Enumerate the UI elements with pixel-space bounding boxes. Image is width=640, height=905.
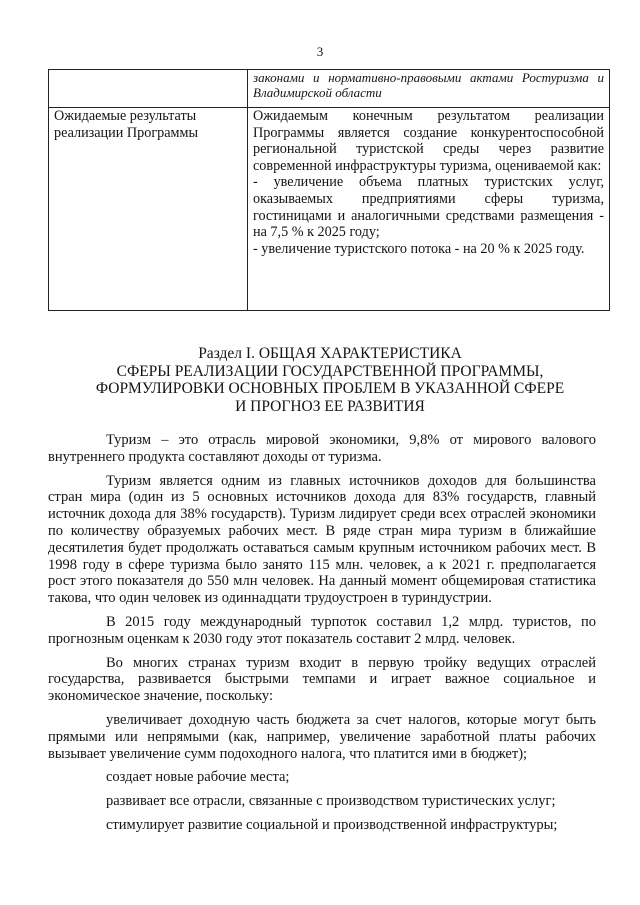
list-item: увеличивает доходную часть бюджета за счет налогов, которые могут быть прямыми или непрямыми (как, например, увеличение заработной платы рабочих вызывает увеличение сумм подоходного налога, что платится ими в бюджет);: [48, 711, 596, 762]
expected-results-intro: Ожидаемым конечным результатом реализации Программы является создание конкурентоспособной региональной туристской среды через развитие современной инфраструктуры туризма, оцениваемой как:: [253, 108, 604, 174]
section-heading-line: ФОРМУЛИРОВКИ ОСНОВНЫХ ПРОБЛЕМ В УКАЗАННОЙ СФЕРЕ: [95, 380, 565, 397]
list-item: стимулирует развитие социальной и производственной инфраструктуры;: [106, 816, 558, 833]
table-row-continued: [49, 70, 610, 108]
expected-results-item: - увеличение объема платных туристских услуг, оказываемых предприятиями сферы туризма, гостиницами и аналогичными средствами размещения - на 7,5 % к 2025 году;: [253, 174, 604, 241]
expected-results-item: - увеличение туристского потока - на 20 % к 2025 году.: [253, 240, 585, 257]
paragraph: Во многих странах туризм входит в первую тройку ведущих отраслей государства, развивается быстрыми темпами и играет важное социальное и экономическое значение, поскольку:: [48, 654, 596, 705]
table-cell-empty: [49, 70, 248, 108]
paragraph: В 2015 году международный турпоток составил 1,2 млрд. туристов, по прогнозным оценкам к 2030 году этот показатель составит 2 млрд. человек.: [48, 613, 596, 647]
table-cell-content: [248, 108, 610, 311]
table-cell-continued-text: законами и нормативно-правовыми актами Ростуризма и Владимирской области: [248, 70, 610, 108]
table-row-expected-results: [49, 108, 610, 311]
section-heading-line: СФЕРЫ РЕАЛИЗАЦИИ ГОСУДАРСТВЕННОЙ ПРОГРАММЫ,: [116, 362, 544, 380]
list-item: создает новые рабочие места;: [106, 769, 290, 786]
section-body: [48, 432, 596, 834]
section-heading-line: Раздел I. ОБЩАЯ ХАРАКТЕРИСТИКА: [198, 345, 462, 362]
section-heading-line: И ПРОГНОЗ ЕЕ РАЗВИТИЯ: [235, 397, 425, 415]
paragraph: Туризм – это отрасль мировой экономики, 9,8% от мирового валового внутреннего продукта составляют доходы от туризма.: [48, 432, 596, 465]
paragraph: Туризм является одним из главных источников доходов для большинства стран мира (один из 5 основных источников дохода для 83% государств, главный источник дохода для 38% государств). Туризм лидирует среди всех отраслей экономики по количеству образуемых рабочих мест. В ряде стран мира туризм в ближайшие десятилетия будет продолжать оставаться самым крупным источником рабочих мест. В 1998 году в сфере туризма было занято 115 млн. человек, а к 2021 г. предполагается рост этого показателя до 550 млн человек. На данный момент общемировая статистика такова, что один человек из одиннадцати трудоустроен в туриндустрии.: [48, 472, 596, 607]
page-number: 3: [316, 44, 324, 59]
section-heading: [80, 345, 580, 415]
program-passport-table: [48, 69, 610, 311]
list-item: развивает все отрасли, связанные с производством туристических услуг;: [106, 793, 556, 810]
table-cell-label: Ожидаемые результаты реализации Программы: [49, 108, 248, 311]
